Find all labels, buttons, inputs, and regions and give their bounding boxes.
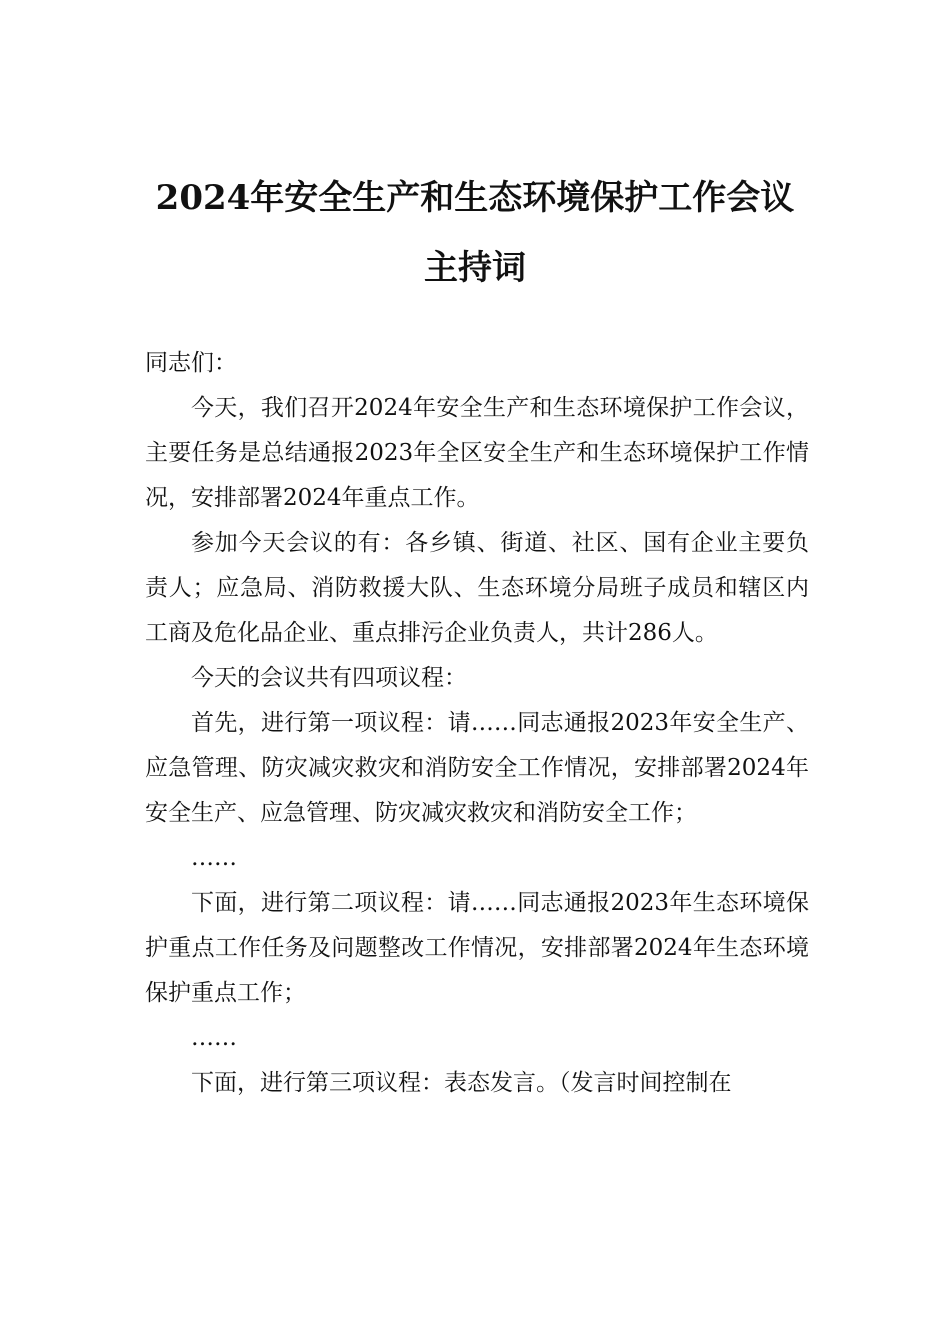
paragraph-ellipsis-1: …… — [191, 845, 237, 871]
paragraph-attendees: 参加今天会议的有：各乡镇、街道、社区、国有企业主要负责人；应急局、消防救援大队、生态环境分局班子成员和辖区内工商及危化品企业、重点排污企业负责人，共计286人。 — [145, 530, 809, 646]
paragraph-intro: 今天，我们召开2024年安全生产和生态环境保护工作会议，主要任务是总结通报2023年全区安全生产和生态环境保护工作情况，安排部署2024年重点工作。 — [145, 395, 809, 511]
document-body — [145, 341, 809, 1106]
document-title-line-2: 主持词 — [424, 248, 526, 288]
paragraph-agenda-overview: 今天的会议共有四项议程： — [191, 665, 467, 691]
salutation: 同志们： — [145, 350, 237, 376]
paragraph-agenda-item-2: 下面，进行第二项议程：请……同志通报2023年生态环境保护重点工作任务及问题整改工作情况，安排部署2024年生态环境保护重点工作； — [145, 890, 809, 1006]
paragraph-agenda-item-3: 下面，进行第三项议程：表态发言。（发言时间控制在 — [191, 1070, 732, 1096]
document-title-line-1: 2024年安全生产和生态环境保护工作会议 — [155, 178, 795, 218]
paragraph-agenda-item-1: 首先，进行第一项议程：请……同志通报2023年安全生产、应急管理、防灾减灾救灾和消防安全工作情况，安排部署2024年安全生产、应急管理、防灾减灾救灾和消防安全工作； — [145, 710, 809, 826]
paragraph-ellipsis-2: …… — [191, 1025, 237, 1051]
